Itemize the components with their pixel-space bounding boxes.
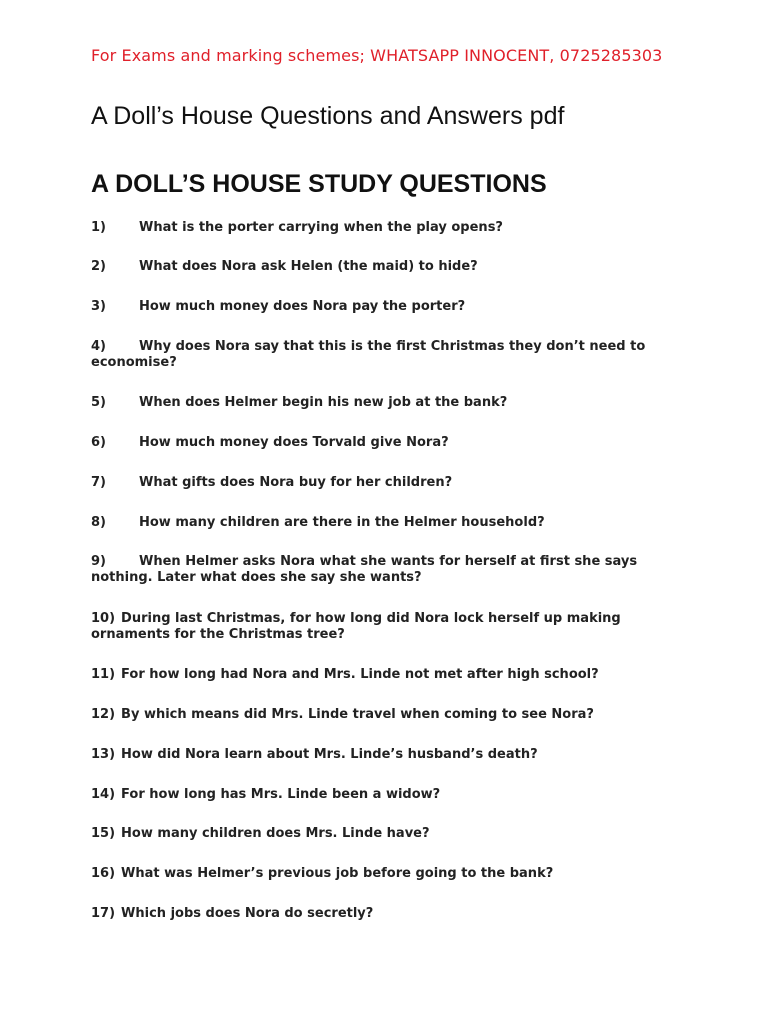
question-text: Why does Nora say that this is the first Christmas they don’t need to economise? — [91, 339, 646, 370]
question-item — [91, 906, 681, 922]
question-number: 15) — [91, 826, 116, 841]
question-item — [91, 611, 681, 643]
question-number: 8) — [91, 515, 106, 530]
question-item — [91, 299, 681, 315]
question-text: For how long had Nora and Mrs. Linde not met after high school? — [121, 667, 599, 682]
question-number: 4) — [91, 339, 106, 354]
question-text: When Helmer asks Nora what she wants for herself at first she says nothing. Later what does she say she wants? — [91, 554, 638, 585]
question-item — [91, 259, 681, 275]
promo-banner: For Exams and marking schemes; WHATSAPP INNOCENT, 0725285303 — [91, 46, 663, 65]
question-number: 5) — [91, 395, 106, 410]
question-number: 17) — [91, 906, 116, 921]
question-number: 16) — [91, 866, 116, 881]
question-item — [91, 747, 681, 763]
question-text: During last Christmas, for how long did Nora lock herself up making ornaments for the Christmas tree? — [91, 611, 621, 642]
question-text: By which means did Mrs. Linde travel when coming to see Nora? — [121, 707, 594, 722]
question-number: 3) — [91, 299, 106, 314]
question-item — [91, 826, 681, 842]
question-text: How did Nora learn about Mrs. Linde’s husband’s death? — [121, 747, 538, 762]
question-number: 6) — [91, 435, 106, 450]
question-item — [91, 787, 681, 803]
question-text: What is the porter carrying when the play opens? — [139, 220, 503, 235]
question-text: When does Helmer begin his new job at the bank? — [139, 395, 508, 410]
question-number: 13) — [91, 747, 116, 762]
question-item — [91, 515, 681, 531]
question-item — [91, 707, 681, 723]
question-item — [91, 220, 681, 236]
question-item — [91, 435, 681, 451]
question-item — [91, 667, 681, 683]
question-number: 12) — [91, 707, 116, 722]
document-title: A Doll’s House Questions and Answers pdf — [91, 102, 565, 130]
question-text: What was Helmer’s previous job before going to the bank? — [121, 866, 554, 881]
question-number: 7) — [91, 475, 106, 490]
question-item — [91, 866, 681, 882]
question-text: What does Nora ask Helen (the maid) to hide? — [139, 259, 478, 274]
question-item — [91, 554, 681, 586]
question-text: For how long has Mrs. Linde been a widow? — [121, 787, 441, 802]
question-text: How many children does Mrs. Linde have? — [121, 826, 430, 841]
question-number: 9) — [91, 554, 106, 569]
question-text: Which jobs does Nora do secretly? — [121, 906, 374, 921]
question-number: 11) — [91, 667, 116, 682]
question-number: 1) — [91, 220, 106, 235]
question-text: How much money does Torvald give Nora? — [139, 435, 449, 450]
question-number: 10) — [91, 611, 116, 626]
question-text: How many children are there in the Helmer household? — [139, 515, 545, 530]
question-text: What gifts does Nora buy for her children? — [139, 475, 453, 490]
section-heading: A DOLL’S HOUSE STUDY QUESTIONS — [91, 170, 547, 198]
question-item — [91, 395, 681, 411]
question-item — [91, 339, 681, 371]
question-number: 14) — [91, 787, 116, 802]
question-number: 2) — [91, 259, 106, 274]
question-item — [91, 475, 681, 491]
question-text: How much money does Nora pay the porter? — [139, 299, 466, 314]
